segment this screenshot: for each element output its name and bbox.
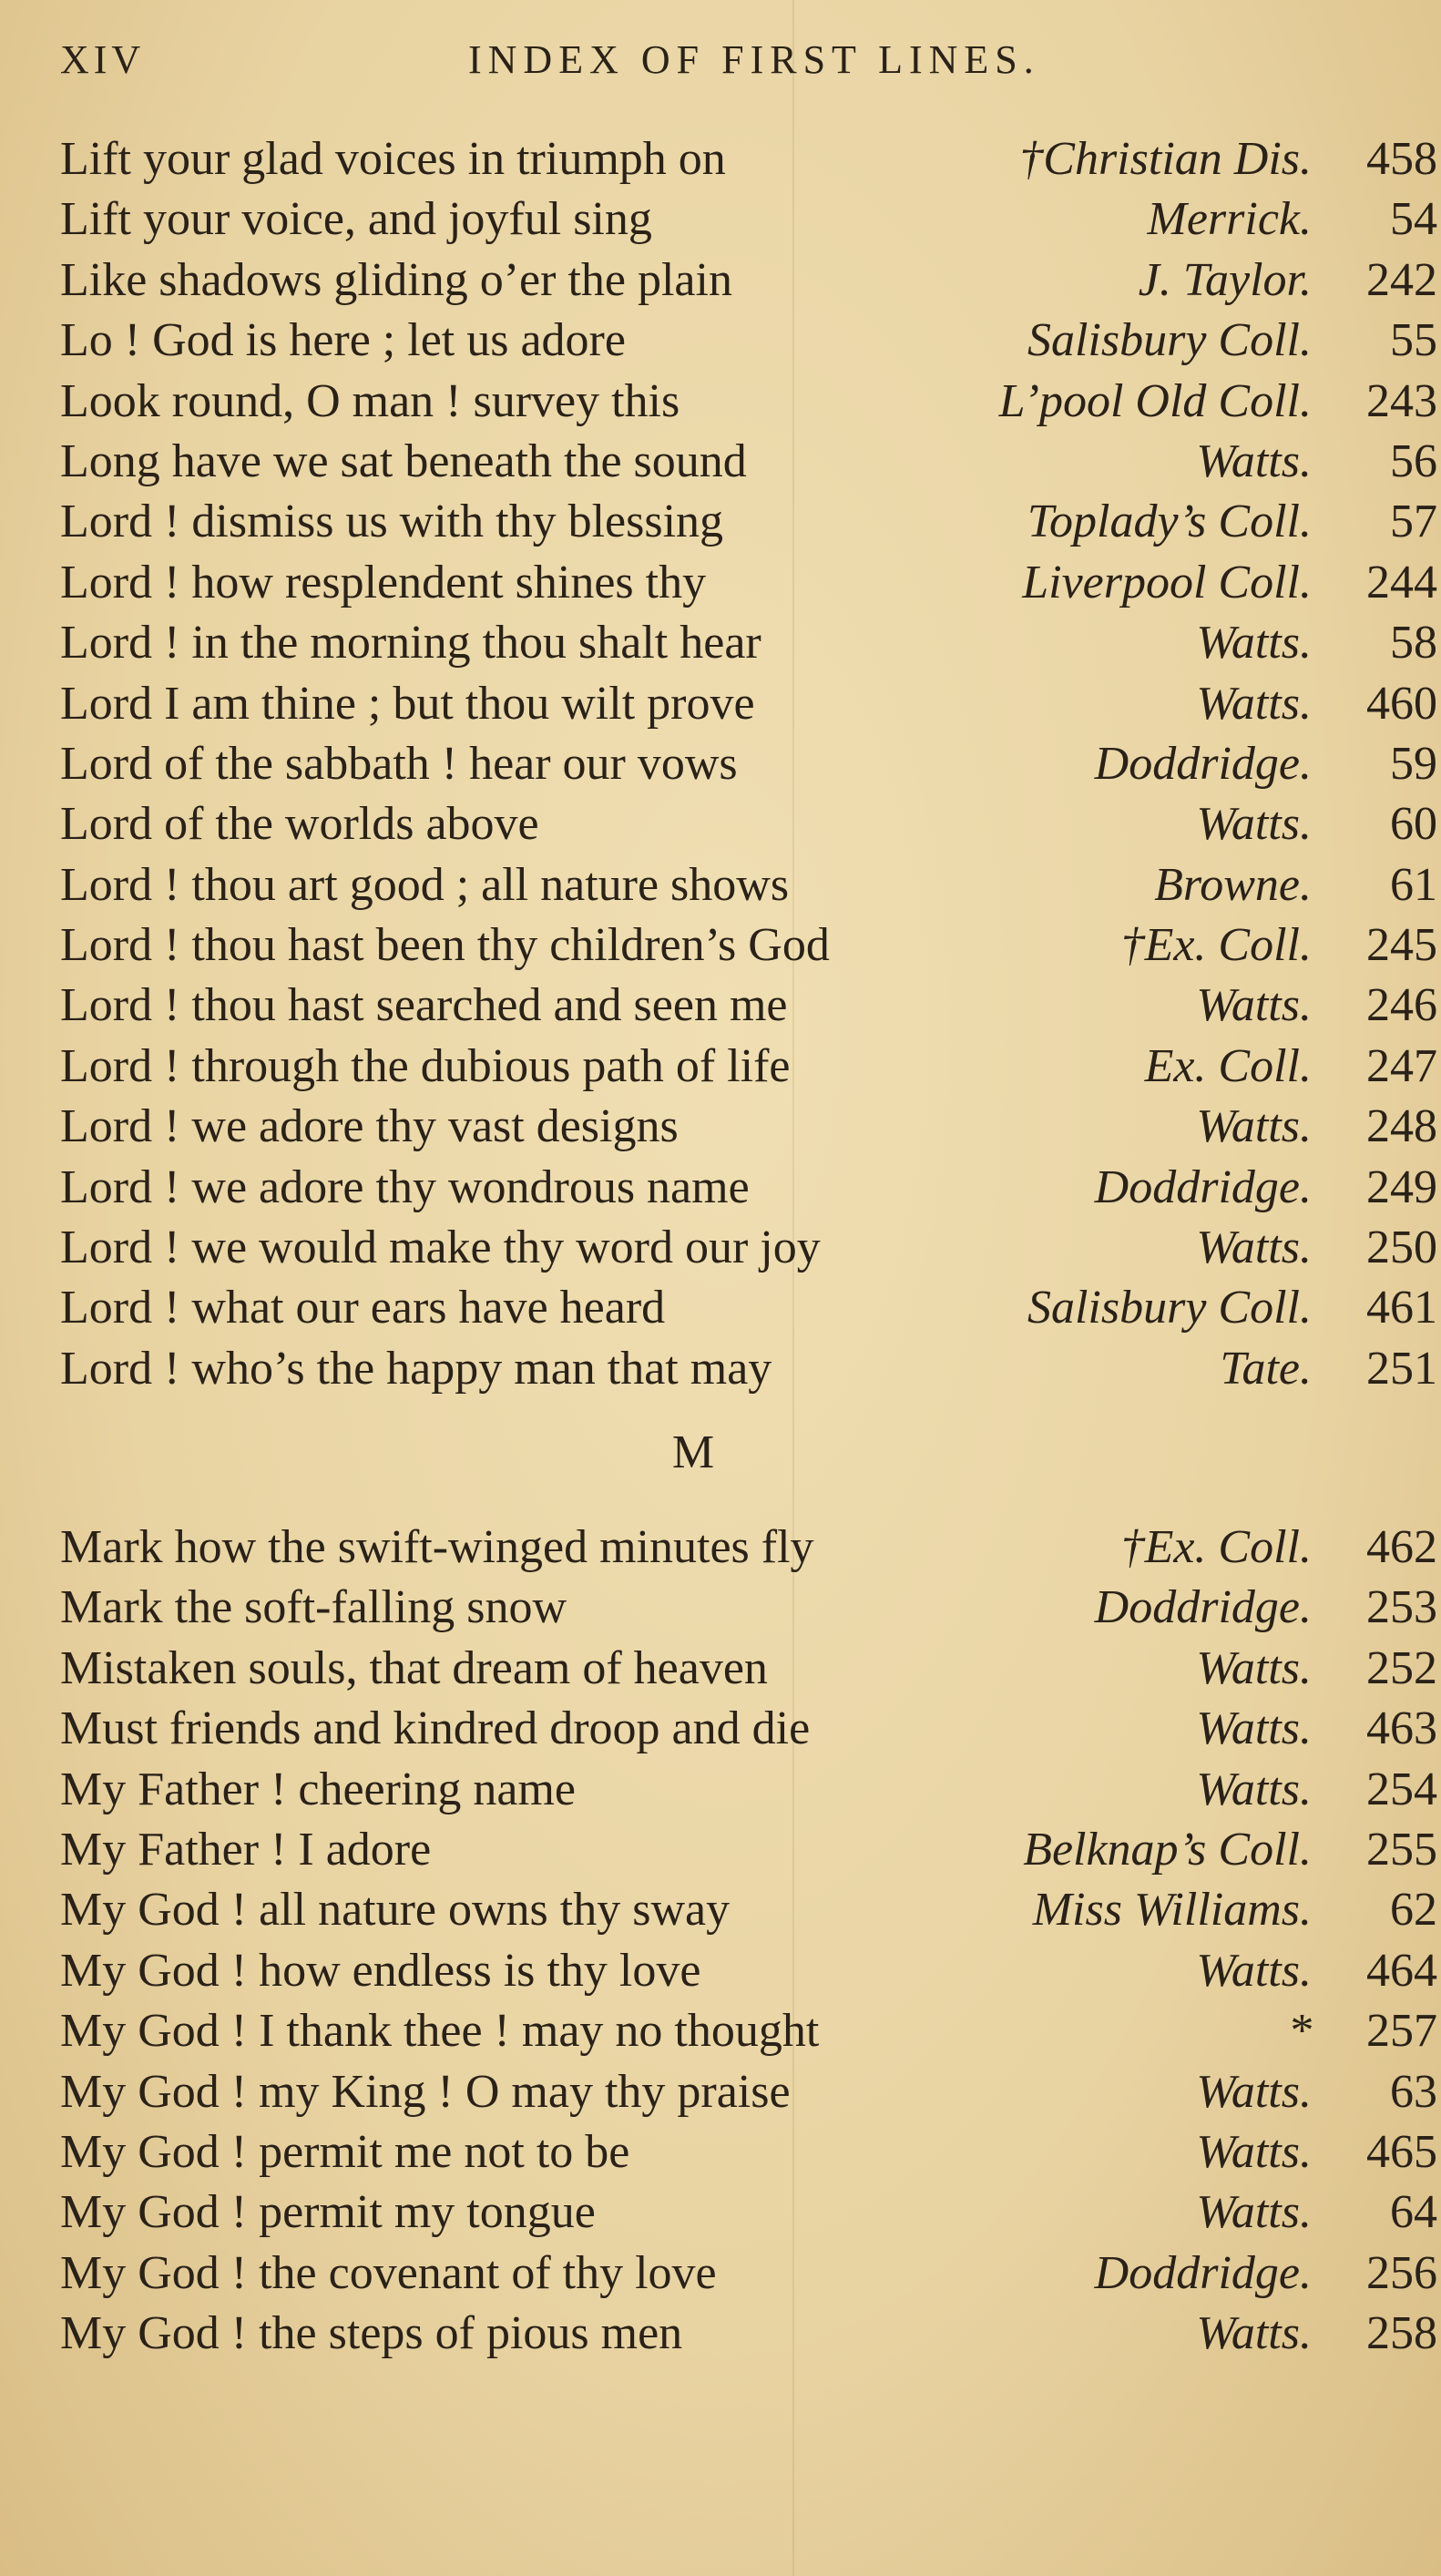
hymn-number: 252 [1366,1641,1437,1694]
index-entry [60,976,1437,1036]
author-name: Doddridge. [1094,737,1312,790]
author-name: J. Taylor. [1138,253,1312,306]
author-name: Ex. Coll. [1144,1039,1312,1092]
author-name: L’pool Old Coll. [998,374,1312,427]
hymn-number: 249 [1366,1160,1437,1213]
author-name: Tate. [1220,1342,1312,1395]
first-line: Lord of the sabbath ! hear our vows [60,737,738,790]
hymn-number: 251 [1366,1342,1437,1395]
index-entry [60,1880,1437,1940]
first-line: Lord ! in the morning thou shalt hear [60,617,761,670]
index-entry [60,2304,1437,2364]
index-entry [60,189,1437,250]
index-entry [60,553,1437,613]
index-entry [60,915,1437,976]
author-name: Doddridge. [1094,2246,1312,2299]
author-name: Watts. [1196,1944,1312,1997]
first-line: Lord ! we would make thy word our joy [60,1222,821,1274]
author-name: Belknap’s Coll. [1023,1823,1312,1876]
author-name: Watts. [1196,677,1312,730]
hymn-number: 253 [1366,1581,1437,1634]
first-line: Mark how the swift-winged minutes fly [60,1521,814,1573]
hymn-number: 58 [1390,617,1437,670]
hymn-number: 256 [1366,2246,1437,2299]
author-name: Watts. [1196,2065,1312,2118]
hymn-number: 55 [1390,314,1437,367]
index-entry [60,432,1437,492]
first-line: My Father ! cheering name [60,1763,577,1815]
index-entry [60,1639,1437,1699]
hymn-number: 64 [1390,2186,1437,2239]
hymn-number: 458 [1366,133,1437,185]
author-name: Watts. [1196,1222,1312,1274]
index-entry [60,1037,1437,1097]
first-line: Long have we sat beneath the sound [60,434,747,487]
index-entry [60,372,1437,432]
first-line: My Father ! I adore [60,1823,432,1876]
index-entry [60,2122,1437,2182]
first-line: My God ! my King ! O may thy praise [60,2065,791,2118]
index-entry [60,1578,1437,1638]
hymn-number: 54 [1390,193,1437,246]
author-name: Watts. [1196,434,1312,487]
first-line: Lord ! we adore thy wondrous name [60,1160,750,1213]
hymn-number: 60 [1390,798,1437,851]
author-name: Doddridge. [1094,1581,1312,1634]
author-name: Browne. [1154,858,1312,911]
author-name: Watts. [1196,2307,1312,2360]
index-entry [60,129,1437,189]
author-name: Liverpool Coll. [1022,556,1312,608]
hymn-number: 258 [1366,2307,1437,2360]
author-name: Watts. [1196,1100,1312,1153]
index-entry [60,1158,1437,1218]
hymn-number: 246 [1366,979,1437,1032]
first-line: Lord of the worlds above [60,798,539,851]
hymn-number: 57 [1390,496,1437,548]
hymn-number: 465 [1366,2125,1437,2178]
hymn-number: 254 [1366,1763,1437,1815]
first-line: My God ! the covenant of thy love [60,2246,717,2299]
author-name: Watts. [1196,2186,1312,2239]
first-line: Lord ! how resplendent shines thy [60,556,707,608]
first-line: Lord ! thou hast searched and seen me [60,979,788,1032]
hymn-number: 244 [1366,556,1437,608]
index-entry [60,2001,1437,2061]
hymn-number: 61 [1390,858,1437,911]
first-line: Like shadows gliding o’er the plain [60,253,732,306]
first-line: My God ! the steps of pious men [60,2307,683,2360]
author-name: Watts. [1196,1763,1312,1815]
author-name: Miss Williams. [1032,1884,1312,1937]
author-name: Merrick. [1147,193,1312,246]
index-section-l [60,129,1437,1399]
first-line: Look round, O man ! survey this [60,374,680,427]
first-line: My God ! how endless is thy love [60,1944,701,1997]
first-line: My God ! all nature owns thy sway [60,1884,731,1937]
hymn-number: 462 [1366,1521,1437,1573]
first-line: Lord ! thou hast been thy children’s God [60,919,830,972]
hymn-number: 243 [1366,374,1437,427]
index-entry [60,1699,1437,1759]
index-entry [60,1278,1437,1338]
hymn-number: 257 [1366,2005,1437,2058]
hymn-number: 248 [1366,1100,1437,1153]
first-line: Lord I am thine ; but thou wilt prove [60,677,755,730]
hymn-number: 247 [1366,1039,1437,1092]
first-line: Mistaken souls, that dream of heaven [60,1641,768,1694]
hymn-number: 464 [1366,1944,1437,1997]
first-line: My God ! I thank thee ! may no thought [60,2005,820,2058]
page-header [60,36,1414,91]
first-line: My God ! permit my tongue [60,2186,596,2239]
hymn-number: 460 [1366,677,1437,730]
first-line: Lo ! God is here ; let us adore [60,314,626,367]
index-entry [60,1760,1437,1820]
author-name: Watts. [1196,979,1312,1032]
first-line: Lift your glad voices in triumph on [60,133,726,185]
hymn-number: 250 [1366,1222,1437,1274]
hymn-number: 461 [1366,1282,1437,1334]
first-line: Must friends and kindred droop and die [60,1702,811,1755]
index-entry [60,250,1437,311]
index-entry [60,2062,1437,2122]
author-name: †Ex. Coll. [1120,1521,1312,1573]
index-entry [60,1097,1437,1157]
index-section-m [60,1518,1437,2364]
hymn-number: 59 [1390,737,1437,790]
first-line: Lift your voice, and joyful sing [60,193,652,246]
index-entry [60,2182,1437,2243]
page-number: XIV [60,37,146,82]
author-name: Salisbury Coll. [1027,1282,1312,1334]
index-entry [60,1941,1437,2001]
index-entry [60,492,1437,552]
index-entry [60,794,1437,854]
author-name: Watts. [1196,1702,1312,1755]
index-entry [60,734,1437,794]
index-entry [60,1518,1437,1578]
section-letter: M [671,1426,715,1478]
index-entry [60,1218,1437,1278]
first-line: Lord ! what our ears have heard [60,1282,666,1334]
author-name: Watts. [1196,798,1312,851]
index-entry [60,855,1437,915]
hymn-number: 242 [1366,253,1437,306]
author-name: Watts. [1196,617,1312,670]
author-name: †Ex. Coll. [1120,919,1312,972]
page-title: INDEX OF FIRST LINES. [468,37,1040,82]
author-name: Watts. [1196,1641,1312,1694]
index-entry [60,311,1437,371]
index-entry [60,1820,1437,1880]
hymn-number: 62 [1390,1884,1437,1937]
author-name: * [1288,2005,1312,2058]
first-line: Lord ! thou art good ; all nature shows [60,858,790,911]
author-name: Doddridge. [1094,1160,1312,1213]
hymn-number: 56 [1390,434,1437,487]
author-name: †Christian Dis. [1019,133,1312,185]
first-line: Lord ! who’s the happy man that may [60,1342,772,1395]
hymn-number: 463 [1366,1702,1437,1755]
index-entry [60,2244,1437,2304]
hymn-number: 255 [1366,1823,1437,1876]
first-line: Lord ! we adore thy vast designs [60,1100,679,1153]
index-entry [60,613,1437,673]
first-line: Mark the soft-falling snow [60,1581,567,1634]
author-name: Watts. [1196,2125,1312,2178]
index-entry [60,674,1437,734]
index-entry [60,1339,1437,1399]
author-name: Toplady’s Coll. [1027,496,1312,548]
first-line: Lord ! dismiss us with thy blessing [60,496,724,548]
first-line: My God ! permit me not to be [60,2125,630,2178]
author-name: Salisbury Coll. [1027,314,1312,367]
first-line: Lord ! through the dubious path of life [60,1039,791,1092]
hymn-number: 245 [1366,919,1437,972]
hymn-number: 63 [1390,2065,1437,2118]
